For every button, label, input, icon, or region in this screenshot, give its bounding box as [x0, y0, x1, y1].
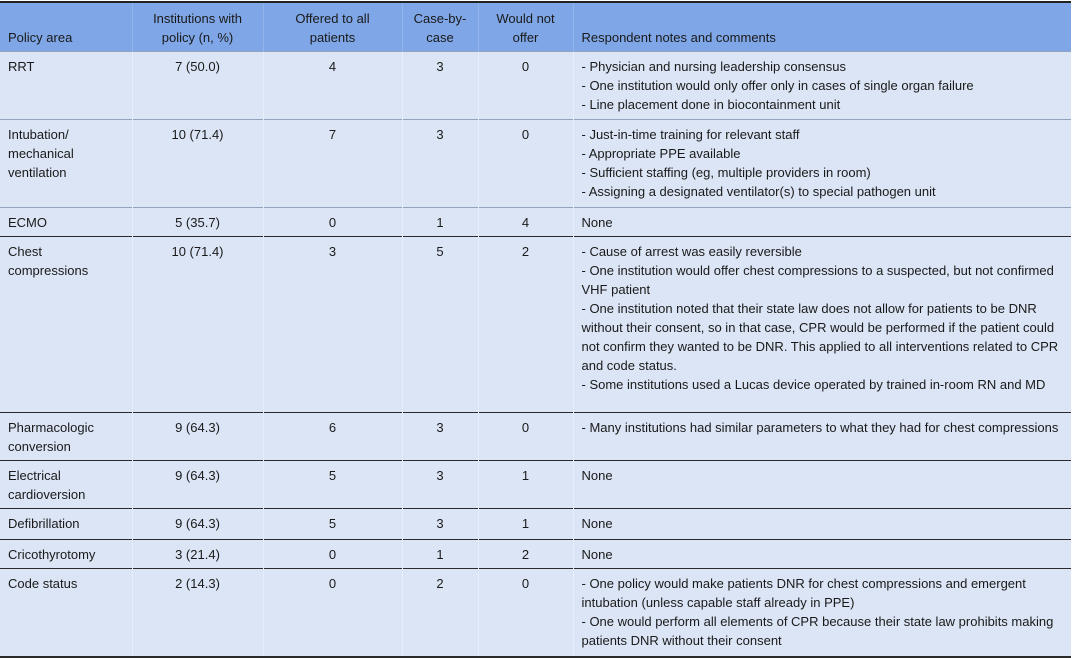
- cell-institutions: 2 (14.3): [132, 569, 263, 657]
- cell-policy-area: Electrical cardioversion: [8, 468, 86, 502]
- note-line: - Cause of arrest was easily reversible: [581, 244, 802, 259]
- cell-would-not: 0: [478, 52, 573, 120]
- note-line: - Some institutions used a Lucas device operated by trained in-room RN and MD: [581, 377, 1046, 392]
- note-line: - Appropriate PPE available: [581, 146, 741, 161]
- note-line: - Just-in-time training for relevant staff: [581, 127, 800, 142]
- cell-institutions: 10 (71.4): [132, 237, 263, 413]
- cell-offered-all: 0: [263, 569, 402, 657]
- note-line: None: [581, 547, 613, 562]
- cell-offered-all: 4: [263, 52, 402, 120]
- cell-institutions: 9 (64.3): [132, 509, 263, 540]
- cell-institutions: 5 (35.7): [132, 208, 263, 237]
- table-row-code-status: [0, 569, 1071, 657]
- table-row-defibrillation: [0, 509, 1071, 540]
- note-line: - One institution noted that their state law does not allow for patients to be DNR without their consent, so in that case, CPR would be performed if the patient could not confirm they wanted to be DNR. This applied to all interventions related to CPR and code status.: [581, 301, 1059, 373]
- note-line: None: [581, 468, 613, 483]
- cell-offered-all: 5: [263, 461, 402, 509]
- table-row-pharmacologic-conversion: [0, 413, 1071, 461]
- cell-policy-area: ECMO: [8, 215, 47, 230]
- cell-notes: [573, 540, 1071, 569]
- table-row-chest-compressions: [0, 237, 1071, 413]
- cell-would-not: 1: [478, 461, 573, 509]
- header-offered-to-all: Offered to all patients: [263, 2, 402, 52]
- cell-notes: [573, 569, 1071, 657]
- note-line: - One institution would only offer only in cases of single organ failure: [581, 78, 974, 93]
- cell-policy-area: Intubation/ mechanical ventilation: [8, 127, 74, 180]
- table-row-ecmo: [0, 208, 1071, 237]
- cell-offered-all: 0: [263, 208, 402, 237]
- cell-notes: [573, 509, 1071, 540]
- cell-institutions: 7 (50.0): [132, 52, 263, 120]
- note-line: - Many institutions had similar parameters to what they had for chest compressions: [581, 420, 1059, 435]
- note-line: None: [581, 215, 613, 230]
- cell-institutions: 10 (71.4): [132, 120, 263, 208]
- cell-policy-area: Chest compressions: [8, 244, 89, 278]
- header-institutions-with-policy: Institutions with policy (n, %): [132, 2, 263, 52]
- cell-offered-all: 0: [263, 540, 402, 569]
- note-line: - One would perform all elements of CPR because their state law prohibits making patients DNR without their consent: [581, 614, 1054, 648]
- cell-institutions: 3 (21.4): [132, 540, 263, 569]
- note-line: - One policy would make patients DNR for chest compressions and emergent intubation (unless capable staff already in PPE): [581, 576, 1026, 610]
- note-line: - Physician and nursing leadership consensus: [581, 59, 846, 74]
- header-respondent-notes: Respondent notes and comments: [573, 2, 1071, 52]
- cell-case-by-case: 3: [402, 461, 478, 509]
- cell-institutions: 9 (64.3): [132, 461, 263, 509]
- cell-case-by-case: 3: [402, 509, 478, 540]
- table-row-electrical-cardioversion: [0, 461, 1071, 509]
- cell-notes: [573, 208, 1071, 237]
- cell-policy-area: Pharmacologic conversion: [8, 420, 94, 454]
- note-line: - Assigning a designated ventilator(s) to special pathogen unit: [581, 184, 936, 199]
- header-case-by-case: Case-by- case: [402, 2, 478, 52]
- header-policy-area: Policy area: [8, 30, 73, 45]
- cell-case-by-case: 3: [402, 52, 478, 120]
- cell-case-by-case: 2: [402, 569, 478, 657]
- cell-offered-all: 6: [263, 413, 402, 461]
- note-line: - One institution would offer chest compressions to a suspected, but not confirmed VHF patient: [581, 263, 1054, 297]
- policy-table-container: [0, 1, 1071, 658]
- cell-would-not: 4: [478, 208, 573, 237]
- note-line: - Line placement done in biocontainment unit: [581, 97, 841, 112]
- cell-case-by-case: 1: [402, 540, 478, 569]
- table-row-cricothyrotomy: [0, 540, 1071, 569]
- cell-institutions: 9 (64.3): [132, 413, 263, 461]
- table-row-rrt: [0, 52, 1071, 120]
- header-would-not-offer: Would not offer: [478, 2, 573, 52]
- cell-policy-area: RRT: [8, 59, 35, 74]
- cell-would-not: 0: [478, 120, 573, 208]
- cell-notes: [573, 413, 1071, 461]
- cell-would-not: 2: [478, 237, 573, 413]
- cell-policy-area: Code status: [8, 576, 78, 591]
- table-row-intubation: [0, 120, 1071, 208]
- note-line: - Sufficient staffing (eg, multiple providers in room): [581, 165, 871, 180]
- cell-would-not: 0: [478, 413, 573, 461]
- cell-notes: [573, 461, 1071, 509]
- cell-case-by-case: 5: [402, 237, 478, 413]
- cell-policy-area: Defibrillation: [8, 516, 80, 531]
- cell-would-not: 2: [478, 540, 573, 569]
- note-line: None: [581, 516, 613, 531]
- cell-policy-area: Cricothyrotomy: [8, 547, 96, 562]
- cell-case-by-case: 3: [402, 413, 478, 461]
- cell-notes: [573, 52, 1071, 120]
- cell-would-not: 0: [478, 569, 573, 657]
- cell-notes: [573, 120, 1071, 208]
- cell-offered-all: 7: [263, 120, 402, 208]
- cell-notes: [573, 237, 1071, 413]
- cell-offered-all: 5: [263, 509, 402, 540]
- table-header-row: [0, 2, 1071, 52]
- policy-table: [0, 1, 1071, 658]
- cell-case-by-case: 3: [402, 120, 478, 208]
- cell-case-by-case: 1: [402, 208, 478, 237]
- cell-offered-all: 3: [263, 237, 402, 413]
- cell-would-not: 1: [478, 509, 573, 540]
